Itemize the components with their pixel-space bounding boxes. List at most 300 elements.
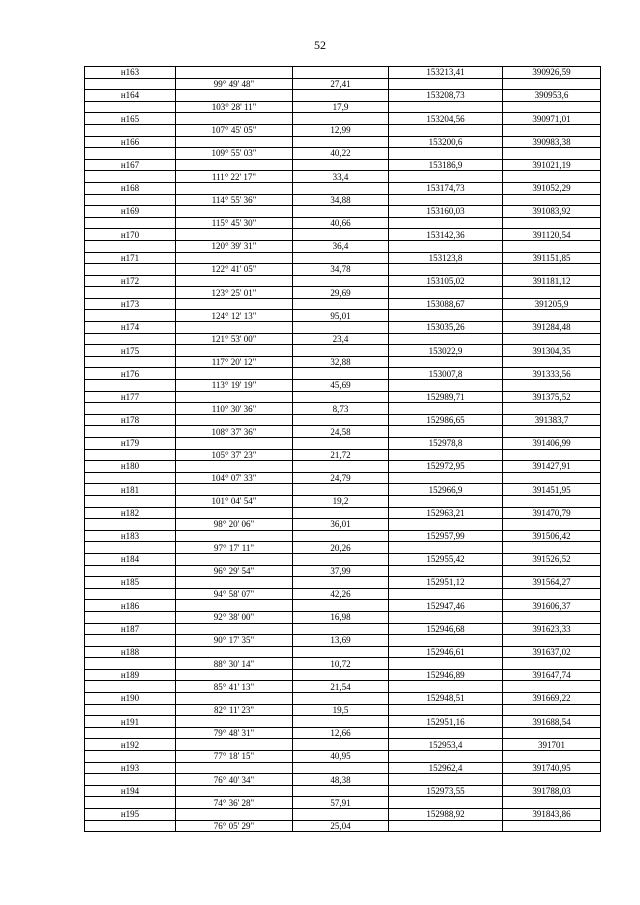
- point-row: [85, 739, 601, 751]
- point-row: [85, 391, 601, 403]
- empty-cell: [503, 611, 601, 623]
- empty-cell: [503, 356, 601, 368]
- empty-cell: [293, 182, 389, 194]
- y-coordinate: 391052,29: [503, 182, 601, 194]
- y-coordinate: 390953,6: [503, 90, 601, 102]
- point-name: н183: [85, 530, 176, 542]
- x-coordinate: 153088,67: [389, 298, 503, 310]
- x-coordinate: 152951,12: [389, 577, 503, 589]
- empty-cell: [176, 391, 293, 403]
- x-coordinate: 152946,68: [389, 623, 503, 635]
- empty-cell: [503, 472, 601, 484]
- y-coordinate: 391564,27: [503, 577, 601, 589]
- segment-length: 19,2: [293, 495, 389, 507]
- x-coordinate: 153007,8: [389, 368, 503, 380]
- segment-row: [85, 287, 601, 299]
- empty-cell: [176, 623, 293, 635]
- x-coordinate: 152947,46: [389, 600, 503, 612]
- segment-length: 16,98: [293, 611, 389, 623]
- segment-length: 13,69: [293, 635, 389, 647]
- point-name: н178: [85, 414, 176, 426]
- segment-length: 36,4: [293, 240, 389, 252]
- x-coordinate: 153142,36: [389, 229, 503, 241]
- empty-cell: [176, 159, 293, 171]
- empty-cell: [293, 762, 389, 774]
- empty-cell: [503, 820, 601, 832]
- segment-length: 21,54: [293, 681, 389, 693]
- segment-row: [85, 148, 601, 160]
- empty-cell: [85, 403, 176, 415]
- empty-cell: [293, 600, 389, 612]
- empty-cell: [176, 507, 293, 519]
- empty-cell: [85, 658, 176, 670]
- segment-length: 12,99: [293, 124, 389, 136]
- segment-length: 23,4: [293, 333, 389, 345]
- point-row: [85, 206, 601, 218]
- segment-row: [85, 588, 601, 600]
- segment-row: [85, 426, 601, 438]
- segment-length: 34,88: [293, 194, 389, 206]
- segment-row: [85, 333, 601, 345]
- point-row: [85, 762, 601, 774]
- segment-row: [85, 356, 601, 368]
- point-name: н193: [85, 762, 176, 774]
- segment-row: [85, 380, 601, 392]
- point-name: н184: [85, 553, 176, 565]
- empty-cell: [85, 380, 176, 392]
- x-coordinate: 152946,61: [389, 646, 503, 658]
- empty-cell: [389, 264, 503, 276]
- empty-cell: [176, 553, 293, 565]
- segment-length: 27,41: [293, 78, 389, 90]
- empty-cell: [503, 495, 601, 507]
- empty-cell: [85, 310, 176, 322]
- empty-cell: [503, 588, 601, 600]
- direction-angle: 120° 39' 31": [176, 240, 293, 252]
- empty-cell: [176, 345, 293, 357]
- point-row: [85, 484, 601, 496]
- segment-row: [85, 310, 601, 322]
- direction-angle: 82° 11' 23": [176, 704, 293, 716]
- segment-length: 29,69: [293, 287, 389, 299]
- empty-cell: [389, 635, 503, 647]
- direction-angle: 113° 19' 19": [176, 380, 293, 392]
- empty-cell: [503, 380, 601, 392]
- empty-cell: [176, 809, 293, 821]
- point-row: [85, 693, 601, 705]
- point-name: н176: [85, 368, 176, 380]
- empty-cell: [389, 101, 503, 113]
- page-number: 52: [314, 38, 326, 52]
- direction-angle: 97° 17' 11": [176, 542, 293, 554]
- empty-cell: [85, 727, 176, 739]
- y-coordinate: 390971,01: [503, 113, 601, 125]
- segment-row: [85, 264, 601, 276]
- direction-angle: 98° 20' 06": [176, 519, 293, 531]
- x-coordinate: 152957,99: [389, 530, 503, 542]
- empty-cell: [503, 751, 601, 763]
- direction-angle: 105° 37' 23": [176, 449, 293, 461]
- point-row: [85, 507, 601, 519]
- empty-cell: [503, 449, 601, 461]
- empty-cell: [293, 507, 389, 519]
- point-row: [85, 229, 601, 241]
- segment-row: [85, 495, 601, 507]
- point-row: [85, 809, 601, 821]
- empty-cell: [176, 275, 293, 287]
- empty-cell: [503, 194, 601, 206]
- point-row: [85, 669, 601, 681]
- empty-cell: [293, 368, 389, 380]
- empty-cell: [85, 333, 176, 345]
- y-coordinate: 391701: [503, 739, 601, 751]
- y-coordinate: 391021,19: [503, 159, 601, 171]
- point-name: н192: [85, 739, 176, 751]
- y-coordinate: 391843,86: [503, 809, 601, 821]
- empty-cell: [389, 124, 503, 136]
- point-row: [85, 345, 601, 357]
- segment-length: 24,79: [293, 472, 389, 484]
- direction-angle: 123° 25' 01": [176, 287, 293, 299]
- x-coordinate: 152963,21: [389, 507, 503, 519]
- direction-angle: 94° 58' 07": [176, 588, 293, 600]
- empty-cell: [85, 78, 176, 90]
- segment-row: [85, 797, 601, 809]
- x-coordinate: 153160,03: [389, 206, 503, 218]
- segment-row: [85, 124, 601, 136]
- segment-row: [85, 565, 601, 577]
- x-coordinate: 152972,95: [389, 461, 503, 473]
- empty-cell: [389, 588, 503, 600]
- empty-cell: [389, 194, 503, 206]
- segment-row: [85, 704, 601, 716]
- x-coordinate: 153208,73: [389, 90, 503, 102]
- empty-cell: [293, 298, 389, 310]
- point-name: н173: [85, 298, 176, 310]
- y-coordinate: 391151,85: [503, 252, 601, 264]
- empty-cell: [176, 252, 293, 264]
- segment-length: 33,4: [293, 171, 389, 183]
- empty-cell: [503, 217, 601, 229]
- y-coordinate: 391427,91: [503, 461, 601, 473]
- point-row: [85, 646, 601, 658]
- empty-cell: [389, 681, 503, 693]
- empty-cell: [503, 635, 601, 647]
- empty-cell: [389, 426, 503, 438]
- empty-cell: [85, 704, 176, 716]
- empty-cell: [293, 113, 389, 125]
- y-coordinate: 391623,33: [503, 623, 601, 635]
- empty-cell: [389, 449, 503, 461]
- direction-angle: 101° 04' 54": [176, 495, 293, 507]
- point-row: [85, 414, 601, 426]
- point-row: [85, 159, 601, 171]
- empty-cell: [293, 206, 389, 218]
- direction-angle: 104° 07' 33": [176, 472, 293, 484]
- empty-cell: [85, 194, 176, 206]
- empty-cell: [293, 577, 389, 589]
- empty-cell: [503, 727, 601, 739]
- coordinates-table: [84, 66, 601, 832]
- empty-cell: [293, 693, 389, 705]
- empty-cell: [176, 136, 293, 148]
- segment-length: 57,91: [293, 797, 389, 809]
- empty-cell: [389, 171, 503, 183]
- empty-cell: [389, 333, 503, 345]
- y-coordinate: 391688,54: [503, 716, 601, 728]
- y-coordinate: 391284,48: [503, 322, 601, 334]
- empty-cell: [85, 588, 176, 600]
- empty-cell: [85, 751, 176, 763]
- point-row: [85, 368, 601, 380]
- segment-length: 48,38: [293, 774, 389, 786]
- y-coordinate: 390983,38: [503, 136, 601, 148]
- empty-cell: [293, 530, 389, 542]
- empty-cell: [503, 148, 601, 160]
- empty-cell: [85, 101, 176, 113]
- segment-row: [85, 658, 601, 670]
- empty-cell: [176, 530, 293, 542]
- segment-row: [85, 472, 601, 484]
- empty-cell: [176, 90, 293, 102]
- x-coordinate: 153022,9: [389, 345, 503, 357]
- y-coordinate: 390926,59: [503, 67, 601, 79]
- point-row: [85, 785, 601, 797]
- empty-cell: [85, 287, 176, 299]
- empty-cell: [85, 635, 176, 647]
- point-name: н194: [85, 785, 176, 797]
- point-name: н169: [85, 206, 176, 218]
- segment-row: [85, 751, 601, 763]
- segment-length: 20,26: [293, 542, 389, 554]
- point-name: н191: [85, 716, 176, 728]
- segment-length: 40,95: [293, 751, 389, 763]
- point-row: [85, 461, 601, 473]
- empty-cell: [503, 681, 601, 693]
- empty-cell: [389, 217, 503, 229]
- empty-cell: [176, 182, 293, 194]
- segment-row: [85, 194, 601, 206]
- segment-length: 32,88: [293, 356, 389, 368]
- empty-cell: [85, 148, 176, 160]
- empty-cell: [389, 519, 503, 531]
- point-row: [85, 438, 601, 450]
- segment-row: [85, 611, 601, 623]
- point-row: [85, 252, 601, 264]
- point-name: н166: [85, 136, 176, 148]
- point-name: н182: [85, 507, 176, 519]
- empty-cell: [176, 206, 293, 218]
- empty-cell: [85, 611, 176, 623]
- segment-length: 17,9: [293, 101, 389, 113]
- point-name: н164: [85, 90, 176, 102]
- empty-cell: [85, 797, 176, 809]
- empty-cell: [176, 368, 293, 380]
- empty-cell: [503, 426, 601, 438]
- point-row: [85, 322, 601, 334]
- segment-row: [85, 820, 601, 832]
- empty-cell: [389, 797, 503, 809]
- segment-length: 95,01: [293, 310, 389, 322]
- segment-row: [85, 774, 601, 786]
- direction-angle: 107° 45' 05": [176, 124, 293, 136]
- segment-length: 37,99: [293, 565, 389, 577]
- empty-cell: [176, 67, 293, 79]
- empty-cell: [176, 600, 293, 612]
- empty-cell: [503, 101, 601, 113]
- point-row: [85, 716, 601, 728]
- point-row: [85, 553, 601, 565]
- point-name: н163: [85, 67, 176, 79]
- empty-cell: [503, 78, 601, 90]
- x-coordinate: 152946,89: [389, 669, 503, 681]
- point-name: н187: [85, 623, 176, 635]
- point-name: н180: [85, 461, 176, 473]
- empty-cell: [176, 785, 293, 797]
- segment-length: 25,04: [293, 820, 389, 832]
- direction-angle: 117° 20' 12": [176, 356, 293, 368]
- empty-cell: [389, 148, 503, 160]
- empty-cell: [293, 438, 389, 450]
- x-coordinate: 152989,71: [389, 391, 503, 403]
- point-name: н189: [85, 669, 176, 681]
- point-row: [85, 600, 601, 612]
- segment-length: 34,78: [293, 264, 389, 276]
- empty-cell: [85, 449, 176, 461]
- segment-row: [85, 240, 601, 252]
- empty-cell: [85, 217, 176, 229]
- empty-cell: [503, 333, 601, 345]
- empty-cell: [293, 484, 389, 496]
- empty-cell: [293, 785, 389, 797]
- direction-angle: 115° 45' 30": [176, 217, 293, 229]
- empty-cell: [176, 693, 293, 705]
- y-coordinate: 391375,52: [503, 391, 601, 403]
- y-coordinate: 391083,92: [503, 206, 601, 218]
- x-coordinate: 153213,41: [389, 67, 503, 79]
- empty-cell: [176, 414, 293, 426]
- empty-cell: [176, 438, 293, 450]
- empty-cell: [176, 298, 293, 310]
- y-coordinate: 391451,95: [503, 484, 601, 496]
- empty-cell: [389, 403, 503, 415]
- segment-row: [85, 217, 601, 229]
- x-coordinate: 152986,65: [389, 414, 503, 426]
- empty-cell: [85, 264, 176, 276]
- direction-angle: 124° 12' 13": [176, 310, 293, 322]
- direction-angle: 74° 36' 28": [176, 797, 293, 809]
- segment-length: 24,58: [293, 426, 389, 438]
- x-coordinate: 153204,56: [389, 113, 503, 125]
- empty-cell: [503, 565, 601, 577]
- segment-row: [85, 78, 601, 90]
- empty-cell: [293, 669, 389, 681]
- direction-angle: 111° 22' 17": [176, 171, 293, 183]
- y-coordinate: 391506,42: [503, 530, 601, 542]
- empty-cell: [293, 553, 389, 565]
- empty-cell: [503, 542, 601, 554]
- point-row: [85, 577, 601, 589]
- point-name: н186: [85, 600, 176, 612]
- empty-cell: [389, 820, 503, 832]
- empty-cell: [503, 774, 601, 786]
- point-name: н185: [85, 577, 176, 589]
- direction-angle: 99° 49' 48": [176, 78, 293, 90]
- empty-cell: [176, 322, 293, 334]
- empty-cell: [503, 658, 601, 670]
- segment-length: 21,72: [293, 449, 389, 461]
- point-name: н177: [85, 391, 176, 403]
- point-name: н175: [85, 345, 176, 357]
- empty-cell: [176, 113, 293, 125]
- point-row: [85, 182, 601, 194]
- segment-length: 40,22: [293, 148, 389, 160]
- y-coordinate: 391669,22: [503, 693, 601, 705]
- direction-angle: 85° 41' 13": [176, 681, 293, 693]
- empty-cell: [503, 240, 601, 252]
- x-coordinate: 153105,02: [389, 275, 503, 287]
- point-name: н165: [85, 113, 176, 125]
- empty-cell: [293, 414, 389, 426]
- direction-angle: 76° 05' 29": [176, 820, 293, 832]
- x-coordinate: 152955,42: [389, 553, 503, 565]
- segment-length: 8,73: [293, 403, 389, 415]
- empty-cell: [85, 426, 176, 438]
- coordinates-table-body: [85, 67, 601, 832]
- point-name: н179: [85, 438, 176, 450]
- point-name: н167: [85, 159, 176, 171]
- empty-cell: [293, 345, 389, 357]
- empty-cell: [176, 762, 293, 774]
- y-coordinate: 391304,35: [503, 345, 601, 357]
- empty-cell: [293, 159, 389, 171]
- empty-cell: [293, 67, 389, 79]
- empty-cell: [176, 484, 293, 496]
- empty-cell: [293, 646, 389, 658]
- x-coordinate: 153123,8: [389, 252, 503, 264]
- empty-cell: [389, 704, 503, 716]
- segment-row: [85, 681, 601, 693]
- empty-cell: [503, 287, 601, 299]
- empty-cell: [293, 322, 389, 334]
- point-name: н188: [85, 646, 176, 658]
- segment-row: [85, 519, 601, 531]
- x-coordinate: 153035,26: [389, 322, 503, 334]
- point-name: н181: [85, 484, 176, 496]
- empty-cell: [389, 78, 503, 90]
- empty-cell: [389, 611, 503, 623]
- direction-angle: 88° 30' 14": [176, 658, 293, 670]
- empty-cell: [176, 716, 293, 728]
- empty-cell: [85, 565, 176, 577]
- segment-length: 45,69: [293, 380, 389, 392]
- empty-cell: [503, 403, 601, 415]
- empty-cell: [176, 646, 293, 658]
- empty-cell: [389, 727, 503, 739]
- x-coordinate: 153174,73: [389, 182, 503, 194]
- empty-cell: [176, 669, 293, 681]
- direction-angle: 121° 53' 00": [176, 333, 293, 345]
- empty-cell: [389, 240, 503, 252]
- direction-angle: 122° 41' 05": [176, 264, 293, 276]
- point-row: [85, 530, 601, 542]
- empty-cell: [176, 577, 293, 589]
- segment-row: [85, 542, 601, 554]
- empty-cell: [389, 287, 503, 299]
- point-row: [85, 90, 601, 102]
- point-row: [85, 67, 601, 79]
- empty-cell: [85, 124, 176, 136]
